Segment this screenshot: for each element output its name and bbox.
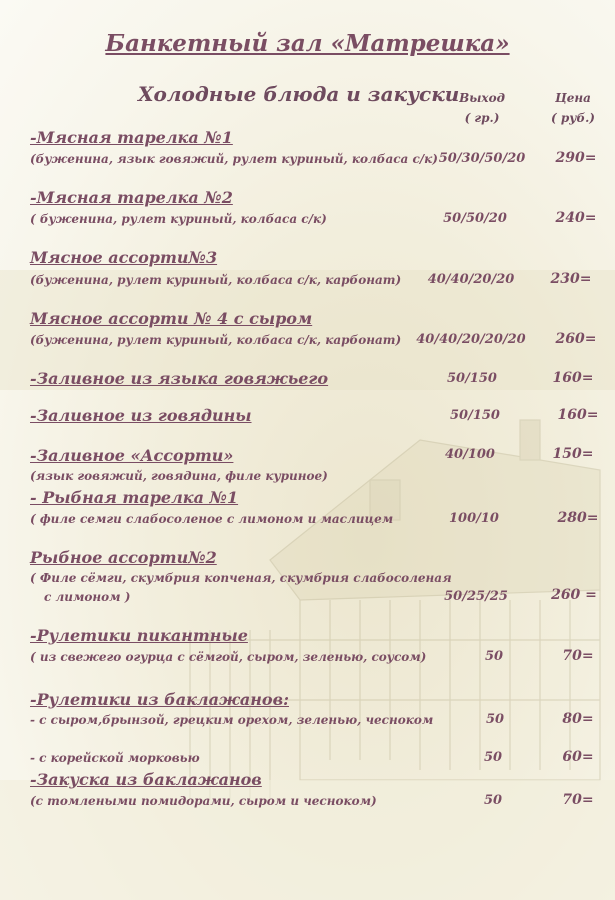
- menu-item-name: Мясное ассорти№3: [30, 248, 218, 267]
- menu-item-name: -Рулетики из баклажанов:: [30, 690, 289, 709]
- menu-item-weight: 50: [485, 712, 505, 727]
- menu-item-name: -Закуска из баклажанов: [30, 770, 262, 789]
- menu-item-description: (с томлеными помидорами, сыром и чесноком): [30, 794, 377, 808]
- menu-item-description: - с корейской морковью: [30, 751, 200, 765]
- menu-item-name: Рыбное ассорти№2: [30, 548, 217, 567]
- menu-item-weight: 50/50/20: [443, 211, 507, 226]
- menu-item-price: 290=: [555, 150, 597, 166]
- menu-item-price: 70=: [562, 792, 594, 808]
- menu-item-price: 80=: [562, 711, 594, 727]
- menu-item-description: ( филе семги слабосоленое с лимоном и маслицем: [30, 512, 394, 526]
- menu-item-name: -Заливное «Ассорти»: [30, 446, 234, 465]
- menu-item-price: 260 =: [551, 587, 597, 603]
- price-header-unit: ( руб.): [551, 111, 595, 125]
- menu-item-description: ( из свежего огурца с сёмгой, сыром, зеленью, соусом): [30, 650, 427, 664]
- menu-item-weight: 50: [483, 750, 503, 765]
- menu-item-price: 160=: [557, 407, 599, 423]
- menu-item-description: (буженина, рулет куриный, колбаса с/к, карбонат): [30, 273, 402, 287]
- weight-header-unit: ( гр.): [464, 111, 500, 125]
- menu-item-description: (язык говяжий, говядина, филе куриное): [30, 469, 328, 483]
- menu-item-description: ( Филе сёмги, скумбрия копченая, скумбрия слабосоленая: [30, 571, 452, 585]
- menu-item-description: (буженина, язык говяжий, рулет куриный, колбаса с/к): [30, 152, 438, 166]
- price-header-line: Цена: [555, 91, 591, 105]
- menu-item-name: -Заливное из говядины: [30, 406, 252, 425]
- menu-item-price: 160=: [552, 370, 594, 386]
- menu-item-name: -Заливное из языка говяжьего: [30, 369, 329, 388]
- menu-item-weight: 40/100: [445, 447, 495, 462]
- menu-item-weight: 50: [483, 793, 503, 808]
- menu-item-price: 230=: [550, 271, 592, 287]
- menu-item-name: -Мясная тарелка №1: [30, 128, 233, 147]
- menu-item-description: - с сыром,брынзой, грецким орехом, зеленью, чесноком: [30, 713, 434, 727]
- menu-item-name: - Рыбная тарелка №1: [30, 488, 239, 507]
- section-heading: Холодные блюда и закуски: [138, 82, 460, 106]
- menu-item-name: -Мясная тарелка №2: [30, 188, 233, 207]
- weight-header-line: Выход: [459, 91, 505, 105]
- menu-item-price: 70=: [562, 648, 594, 664]
- menu-item-price: 280=: [557, 510, 599, 526]
- menu-item-name: Мясное ассорти № 4 с сыром: [30, 309, 313, 328]
- menu-item-price: 260=: [555, 331, 597, 347]
- menu-item-weight: 50/25/25: [444, 589, 508, 604]
- menu-item-weight: 40/40/20/20/20: [416, 332, 526, 347]
- menu-item-description: (буженина, рулет куриный, колбаса с/к, карбонат): [30, 333, 402, 347]
- menu-item-weight: 50: [484, 649, 504, 664]
- menu-item-weight: 40/40/20/20: [427, 272, 515, 287]
- menu-item-price: 60=: [562, 749, 594, 765]
- price-column-header: [544, 88, 602, 128]
- menu-item-price: 240=: [555, 210, 597, 226]
- menu-item-description: ( буженина, рулет куриный, колбаса с/к): [30, 212, 327, 226]
- weight-column-header: [452, 88, 512, 128]
- menu-item-description: с лимоном ): [44, 590, 131, 604]
- menu-item-name: -Рулетики пикантные: [30, 626, 248, 645]
- menu-item-weight: 100/10: [449, 511, 499, 526]
- menu-item-weight: 50/150: [450, 408, 500, 423]
- menu-item-weight: 50/30/50/20: [438, 151, 526, 166]
- menu-item-weight: 50/150: [447, 371, 497, 386]
- banquet-hall-title: Банкетный зал «Матрешка»: [105, 30, 510, 57]
- menu-item-price: 150=: [552, 446, 594, 462]
